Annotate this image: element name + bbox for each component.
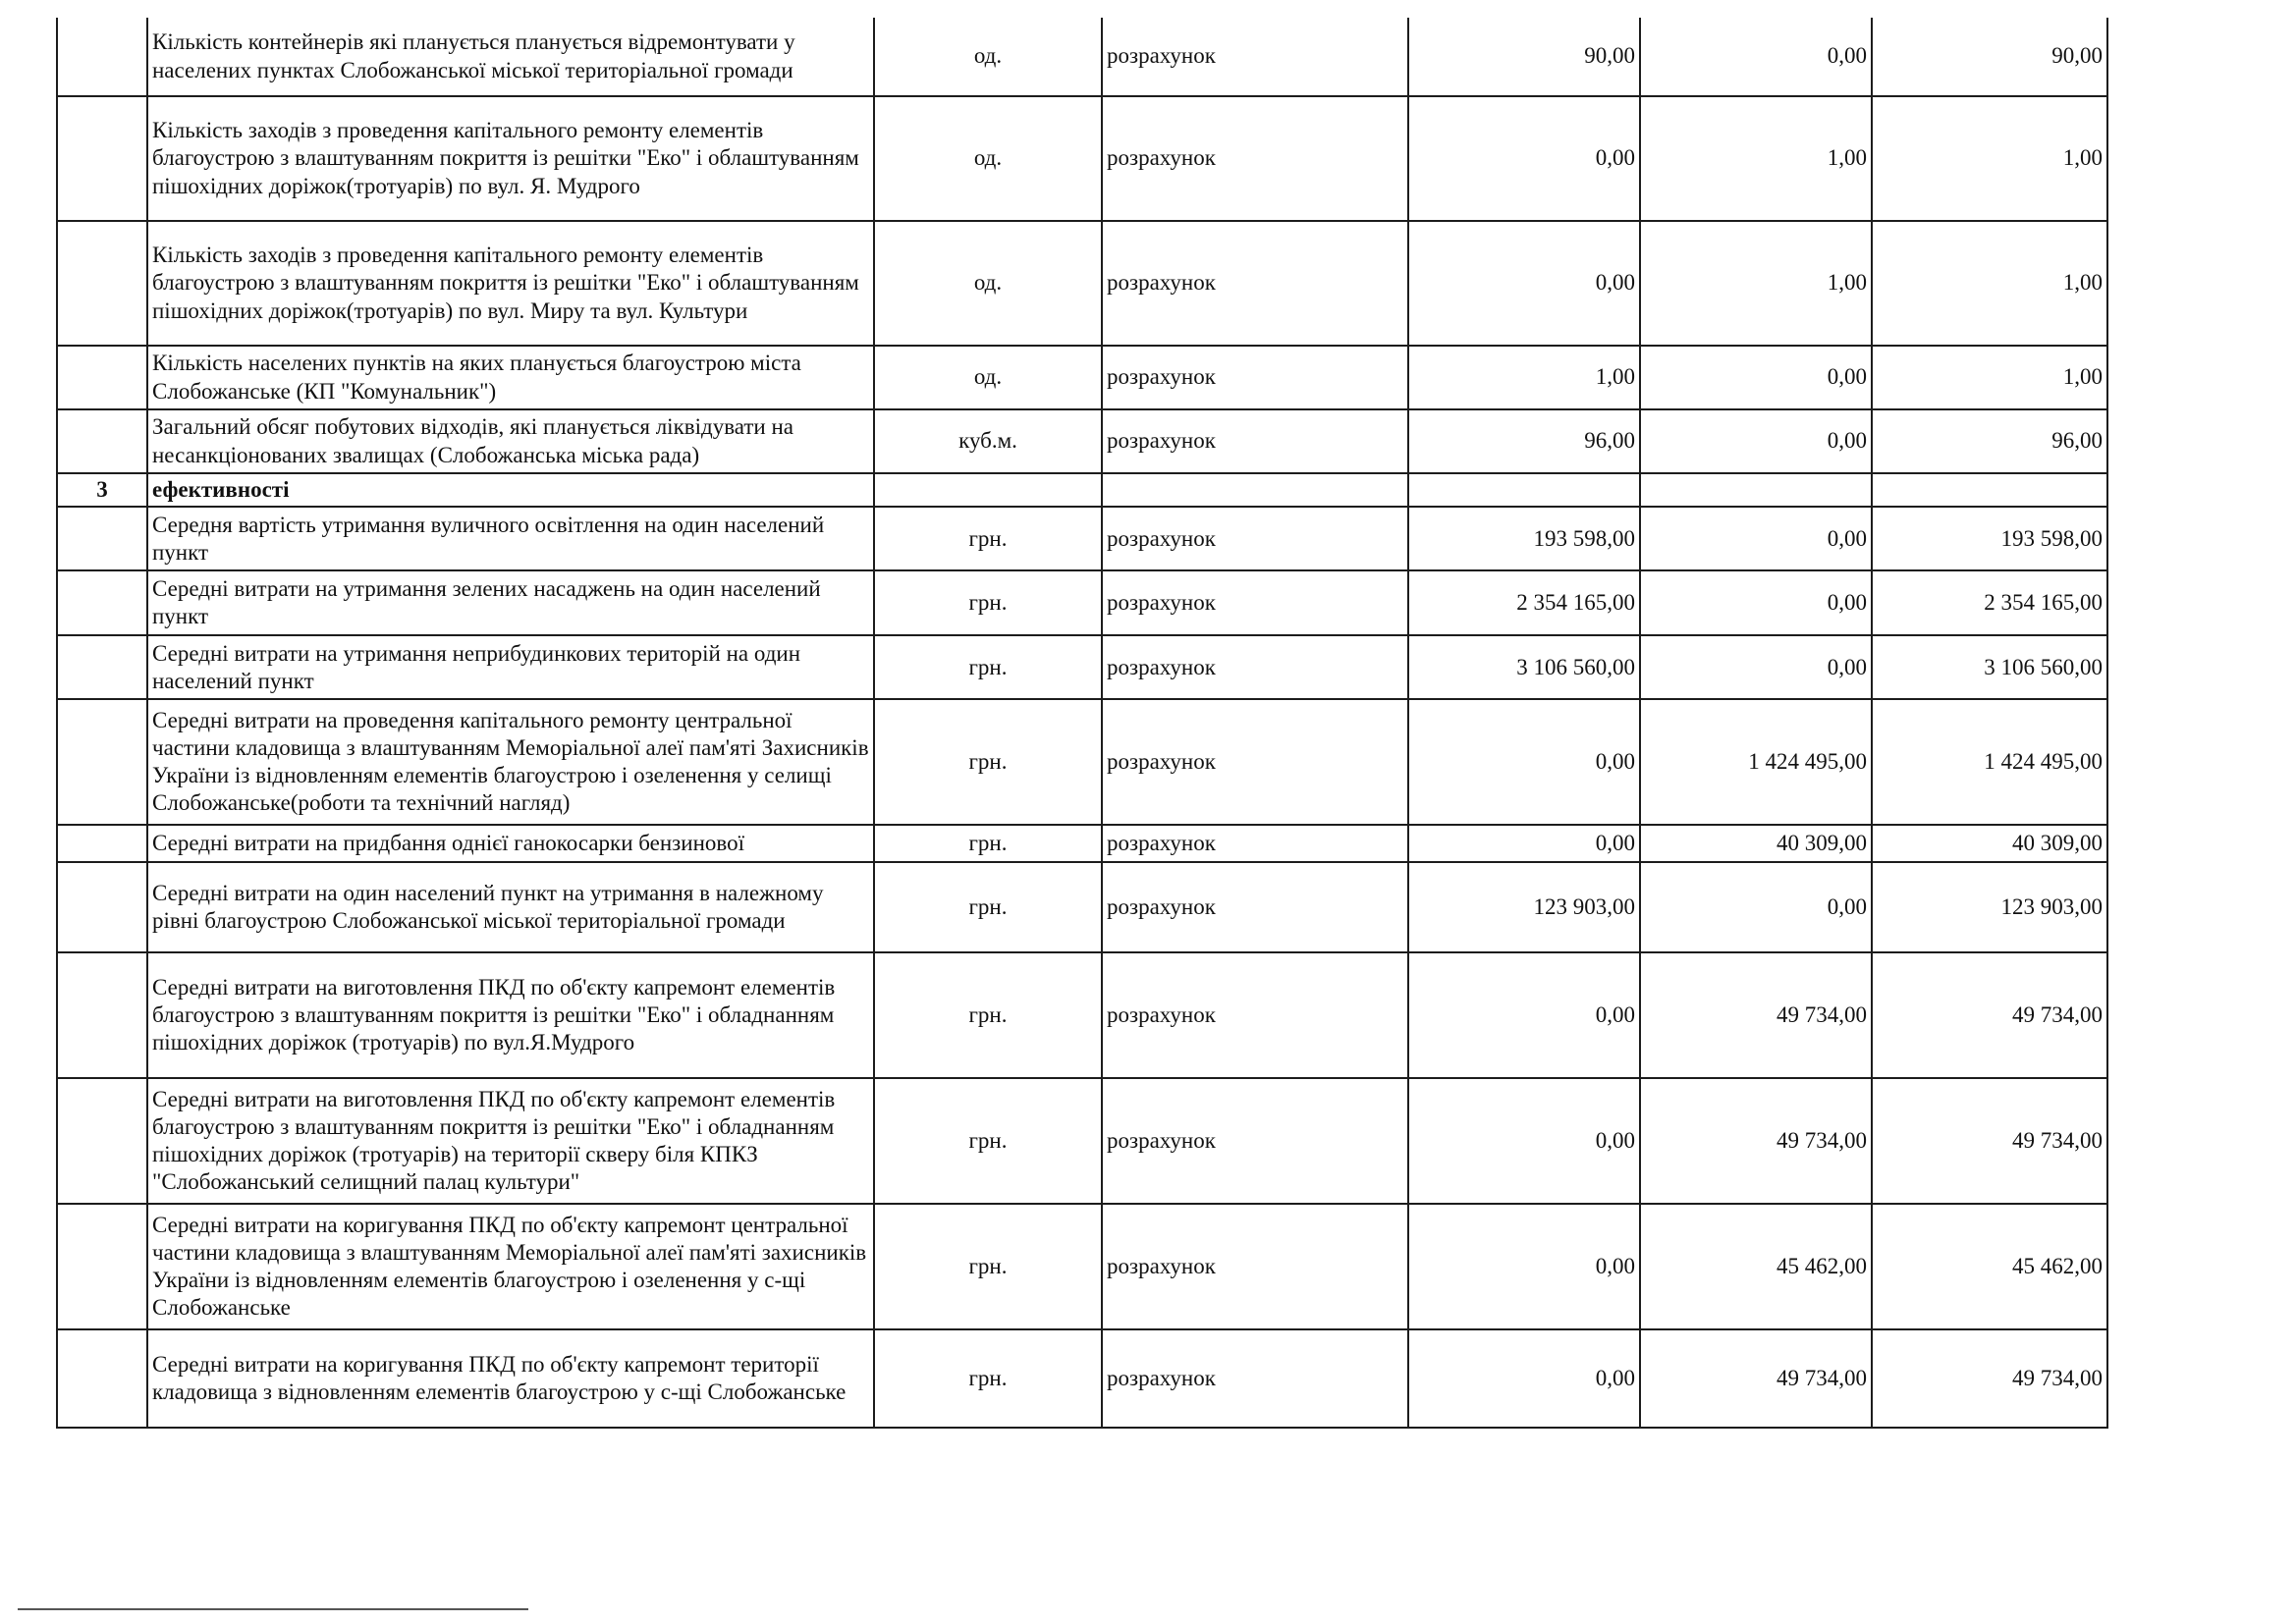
value-cell: 1,00: [1640, 96, 1872, 221]
value-cell: [1408, 473, 1640, 507]
row-number: [57, 570, 147, 635]
table-row: [57, 409, 2107, 473]
value-cell: 0,00: [1640, 346, 1872, 409]
source-cell: розрахунок: [1102, 825, 1408, 862]
indicator-name: Середні витрати на проведення капітального ремонту центральної частини кладовища з влаштуванням Меморіальної алеї пам'яті Захисників України із відновленням елементів благоустрою і озеленення у селищі Слобожанське(роботи та технічний нагляд): [147, 699, 874, 825]
table-row: [57, 570, 2107, 635]
value-cell: 123 903,00: [1872, 862, 2107, 952]
source-cell: розрахунок: [1102, 1204, 1408, 1329]
unit-cell: грн.: [874, 699, 1102, 825]
indicator-name: Середні витрати на утримання зелених насаджень на один населений пункт: [147, 570, 874, 635]
table-row: [57, 825, 2107, 862]
table-row: [57, 1329, 2107, 1428]
unit-cell: грн.: [874, 1329, 1102, 1428]
section-row: [57, 473, 2107, 507]
row-number: [57, 1078, 147, 1204]
value-cell: 2 354 165,00: [1872, 570, 2107, 635]
table-row: [57, 699, 2107, 825]
row-number: [57, 952, 147, 1078]
row-number: [57, 346, 147, 409]
row-number: [57, 1329, 147, 1428]
indicator-name: Середні витрати на придбання однієї ганокосарки бензинової: [147, 825, 874, 862]
source-cell: розрахунок: [1102, 699, 1408, 825]
value-cell: 193 598,00: [1408, 507, 1640, 570]
indicator-name: Середні витрати на один населений пункт на утримання в належному рівні благоустрою Слобожанської міської територіальної громади: [147, 862, 874, 952]
row-number: [57, 221, 147, 346]
value-cell: 49 734,00: [1640, 1329, 1872, 1428]
row-number: [57, 409, 147, 473]
value-cell: 40 309,00: [1640, 825, 1872, 862]
source-cell: розрахунок: [1102, 1329, 1408, 1428]
unit-cell: грн.: [874, 507, 1102, 570]
table-row: [57, 1204, 2107, 1329]
table-row: [57, 952, 2107, 1078]
unit-cell: од.: [874, 221, 1102, 346]
indicator-name: Середні витрати на коригування ПКД по об'єкту капремонт території кладовища з відновленням елементів благоустрою у с-щі Слобожанське: [147, 1329, 874, 1428]
row-number: [57, 1204, 147, 1329]
indicator-name: Середня вартість утримання вуличного освітлення на один населений пункт: [147, 507, 874, 570]
value-cell: 1 424 495,00: [1640, 699, 1872, 825]
indicator-name: Загальний обсяг побутових відходів, які планується ліквідувати на несанкціонованих звалищах (Слобожанська міська рада): [147, 409, 874, 473]
indicators-table: [56, 18, 2108, 1429]
indicator-name: Кількість населених пунктів на яких планується благоустрою міста Слобожанське (КП "Комунальник"): [147, 346, 874, 409]
value-cell: 49 734,00: [1640, 952, 1872, 1078]
indicator-name: Середні витрати на виготовлення ПКД по об'єкту капремонт елементів благоустрою з влаштуванням покриття із решітки "Еко" і обладнанням пішохідних доріжок (тротуарів) по вул.Я.Мудрого: [147, 952, 874, 1078]
unit-cell: грн.: [874, 862, 1102, 952]
indicator-name: Середні витрати на утримання неприбудинкових територій на один населений пункт: [147, 635, 874, 699]
value-cell: [1640, 473, 1872, 507]
value-cell: 90,00: [1408, 18, 1640, 96]
source-cell: розрахунок: [1102, 18, 1408, 96]
source-cell: розрахунок: [1102, 952, 1408, 1078]
source-cell: розрахунок: [1102, 507, 1408, 570]
source-cell: розрахунок: [1102, 570, 1408, 635]
table-row: [57, 1078, 2107, 1204]
table-row: [57, 221, 2107, 346]
value-cell: 0,00: [1408, 825, 1640, 862]
value-cell: 96,00: [1408, 409, 1640, 473]
value-cell: 0,00: [1408, 952, 1640, 1078]
value-cell: 1,00: [1872, 346, 2107, 409]
indicator-name: Середні витрати на коригування ПКД по об'єкту капремонт центральної частини кладовища з влаштуванням Меморіальної алеї пам'яті захисників України із відновленням елементів благоустрою і озеленення у с-щі Слобожанське: [147, 1204, 874, 1329]
value-cell: 0,00: [1640, 570, 1872, 635]
value-cell: 2 354 165,00: [1408, 570, 1640, 635]
value-cell: 0,00: [1640, 862, 1872, 952]
unit-cell: [874, 473, 1102, 507]
value-cell: 1,00: [1872, 221, 2107, 346]
unit-cell: грн.: [874, 635, 1102, 699]
value-cell: 0,00: [1640, 18, 1872, 96]
source-cell: розрахунок: [1102, 862, 1408, 952]
table-row: [57, 18, 2107, 96]
value-cell: 1 424 495,00: [1872, 699, 2107, 825]
value-cell: 49 734,00: [1872, 1078, 2107, 1204]
value-cell: 49 734,00: [1872, 1329, 2107, 1428]
value-cell: 0,00: [1408, 1078, 1640, 1204]
value-cell: 0,00: [1408, 1204, 1640, 1329]
value-cell: 1,00: [1872, 96, 2107, 221]
value-cell: 0,00: [1408, 1329, 1640, 1428]
row-number: [57, 635, 147, 699]
row-number: [57, 862, 147, 952]
value-cell: 0,00: [1640, 409, 1872, 473]
value-cell: 45 462,00: [1640, 1204, 1872, 1329]
section-title: ефективності: [147, 473, 874, 507]
unit-cell: грн.: [874, 570, 1102, 635]
unit-cell: грн.: [874, 1078, 1102, 1204]
unit-cell: куб.м.: [874, 409, 1102, 473]
value-cell: 193 598,00: [1872, 507, 2107, 570]
row-number: [57, 699, 147, 825]
table-row: [57, 862, 2107, 952]
source-cell: [1102, 473, 1408, 507]
value-cell: 45 462,00: [1872, 1204, 2107, 1329]
table-row: [57, 346, 2107, 409]
unit-cell: од.: [874, 18, 1102, 96]
unit-cell: од.: [874, 96, 1102, 221]
indicator-name: Кількість контейнерів які планується планується відремонтувати у населених пунктах Слобожанської міської територіальної громади: [147, 18, 874, 96]
value-cell: 49 734,00: [1640, 1078, 1872, 1204]
table-row: [57, 635, 2107, 699]
row-number: [57, 96, 147, 221]
value-cell: 90,00: [1872, 18, 2107, 96]
source-cell: розрахунок: [1102, 409, 1408, 473]
value-cell: 96,00: [1872, 409, 2107, 473]
value-cell: 0,00: [1408, 221, 1640, 346]
table-row: [57, 507, 2107, 570]
table-row: [57, 96, 2107, 221]
value-cell: 3 106 560,00: [1408, 635, 1640, 699]
value-cell: 49 734,00: [1872, 952, 2107, 1078]
scan-edge-line: [18, 1608, 528, 1610]
source-cell: розрахунок: [1102, 96, 1408, 221]
unit-cell: грн.: [874, 1204, 1102, 1329]
indicator-name: Середні витрати на виготовлення ПКД по об'єкту капремонт елементів благоустрою з влаштуванням покриття із решітки "Еко" і обладнанням пішохідних доріжок (тротуарів) на території скверу біля КПКЗ "Слобожанський селищний палац культури": [147, 1078, 874, 1204]
indicator-name: Кількість заходів з проведення капітального ремонту елементів благоустрою з влаштуванням покриття із решітки "Еко" і облаштуванням пішохідних доріжок(тротуарів) по вул. Я. Мудрого: [147, 96, 874, 221]
value-cell: 0,00: [1640, 507, 1872, 570]
value-cell: 40 309,00: [1872, 825, 2107, 862]
indicator-name: Кількість заходів з проведення капітального ремонту елементів благоустрою з влаштуванням покриття із решітки "Еко" і облаштуванням пішохідних доріжок(тротуарів) по вул. Миру та вул. Культури: [147, 221, 874, 346]
row-number: [57, 825, 147, 862]
value-cell: [1872, 473, 2107, 507]
row-number: [57, 507, 147, 570]
unit-cell: од.: [874, 346, 1102, 409]
value-cell: 0,00: [1640, 635, 1872, 699]
value-cell: 123 903,00: [1408, 862, 1640, 952]
value-cell: 0,00: [1408, 699, 1640, 825]
value-cell: 1,00: [1408, 346, 1640, 409]
row-number: [57, 18, 147, 96]
unit-cell: грн.: [874, 952, 1102, 1078]
unit-cell: грн.: [874, 825, 1102, 862]
source-cell: розрахунок: [1102, 221, 1408, 346]
source-cell: розрахунок: [1102, 346, 1408, 409]
source-cell: розрахунок: [1102, 1078, 1408, 1204]
source-cell: розрахунок: [1102, 635, 1408, 699]
value-cell: 0,00: [1408, 96, 1640, 221]
value-cell: 1,00: [1640, 221, 1872, 346]
value-cell: 3 106 560,00: [1872, 635, 2107, 699]
section-number: 3: [57, 473, 147, 507]
